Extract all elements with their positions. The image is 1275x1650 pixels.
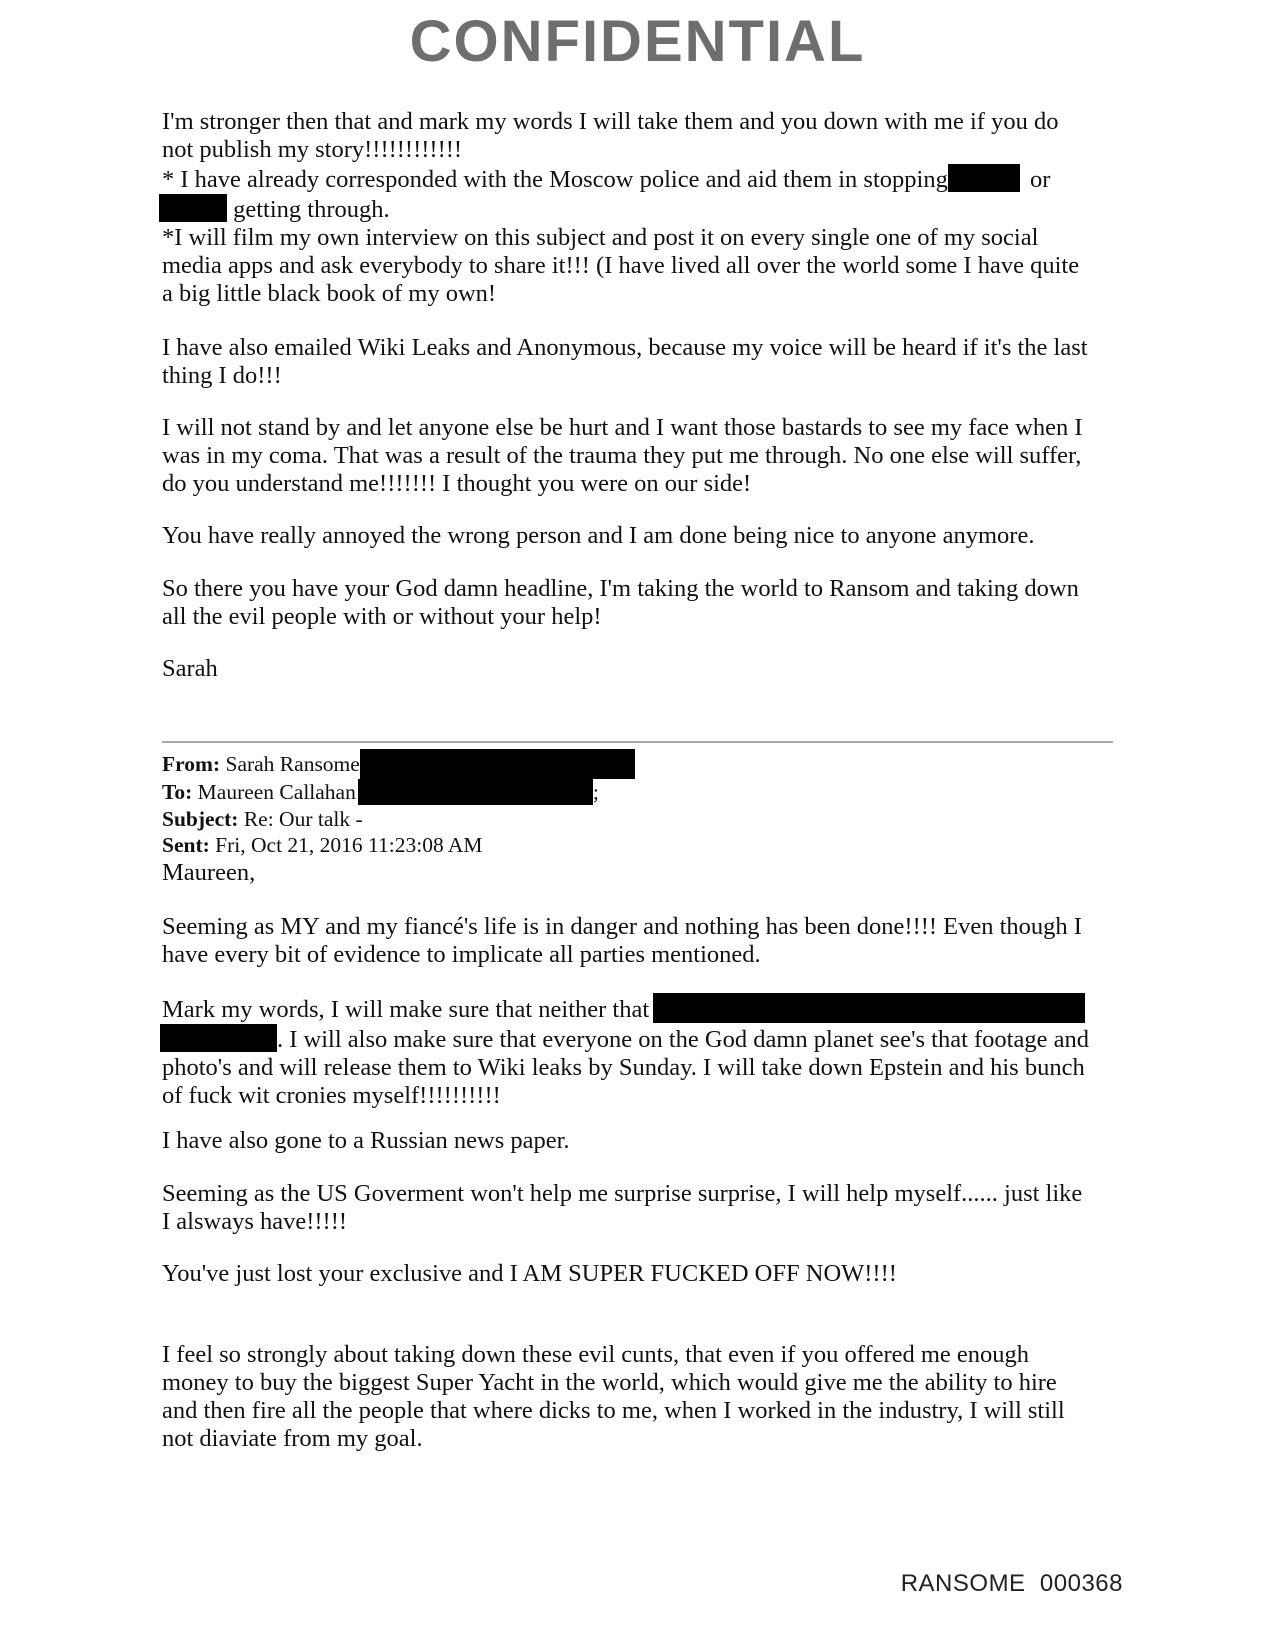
text-segment: Mark my words, I will make sure that neither that bbox=[162, 996, 650, 1023]
text-segment: . I will also make sure that everyone on the God damn planet see's that footage and bbox=[277, 1026, 1089, 1053]
message-1-paragraph-5 bbox=[162, 575, 1122, 631]
message-2-paragraph-2 bbox=[162, 993, 1122, 1110]
redaction-block bbox=[159, 194, 227, 222]
text-line: have every bit of evidence to implicate all parties mentioned. bbox=[162, 941, 761, 968]
text-line bbox=[162, 993, 1122, 1024]
text-line: was in my coma. That was a result of the trauma they put me through. No one else will suffer, bbox=[162, 442, 1082, 469]
message-2-paragraph-3 bbox=[162, 1127, 1122, 1155]
text-line: photo's and will release them to Wiki leaks by Sunday. I will take down Epstein and his bunch bbox=[162, 1054, 1085, 1081]
to-label: To: bbox=[162, 780, 193, 804]
divider bbox=[162, 741, 1113, 743]
redaction-block bbox=[358, 779, 593, 805]
text-segment: or bbox=[1029, 166, 1051, 193]
text-line: money to buy the biggest Super Yacht in the world, which would give me the ability to hire bbox=[162, 1369, 1057, 1396]
text-line bbox=[162, 194, 1122, 224]
message-1-paragraph-4 bbox=[162, 522, 1122, 550]
sent-label: Sent: bbox=[162, 833, 210, 857]
text-line: You've just lost your exclusive and I AM SUPER FUCKED OFF NOW!!!! bbox=[162, 1260, 897, 1287]
message-1-paragraph-2 bbox=[162, 334, 1122, 390]
bates-number: RANSOME 000368 bbox=[900, 1570, 1123, 1597]
sent-line bbox=[162, 832, 1122, 859]
redaction-block bbox=[360, 749, 635, 779]
text-line bbox=[162, 1024, 1122, 1054]
from-line bbox=[162, 749, 1122, 779]
text-line: thing I do!!! bbox=[162, 362, 282, 389]
message-2-paragraph-5 bbox=[162, 1260, 1122, 1288]
message-2-paragraph-1 bbox=[162, 913, 1122, 969]
text-line: of fuck wit cronies myself!!!!!!!!!! bbox=[162, 1082, 501, 1109]
email-header bbox=[162, 749, 1122, 859]
text-line: So there you have your God damn headline, I'm taking the world to Ransom and taking down bbox=[162, 575, 1079, 602]
message-1-paragraph-1 bbox=[162, 108, 1122, 308]
text-line: I have also gone to a Russian news paper. bbox=[162, 1127, 570, 1154]
text-line: do you understand me!!!!!!! I thought you were on our side! bbox=[162, 470, 752, 497]
text-line: Seeming as the US Goverment won't help me surprise surprise, I will help myself...... just like bbox=[162, 1180, 1083, 1207]
text-line: not publish my story!!!!!!!!!!!! bbox=[162, 136, 463, 163]
to-line bbox=[162, 779, 1122, 806]
text-line bbox=[162, 164, 1122, 194]
text-line: I alsways have!!!!! bbox=[162, 1208, 348, 1235]
signature-name: Sarah bbox=[162, 655, 218, 682]
text-line: You have really annoyed the wrong person and I am done being nice to anyone anymore. bbox=[162, 522, 1035, 549]
redaction-block bbox=[653, 993, 1085, 1023]
text-line: *I will film my own interview on this subject and post it on every single one of my social bbox=[162, 224, 1039, 251]
message-1-body bbox=[162, 108, 1122, 308]
text-line: I feel so strongly about taking down these evil cunts, that even if you offered me enough bbox=[162, 1341, 1030, 1368]
text-line: a big little black book of my own! bbox=[162, 280, 497, 307]
text-line: I have also emailed Wiki Leaks and Anonymous, because my voice will be heard if it's the last bbox=[162, 334, 1088, 361]
text-line: and then fire all the people that where dicks to me, when I worked in the industry, I will still bbox=[162, 1397, 1065, 1424]
message-2-paragraph-4 bbox=[162, 1180, 1122, 1236]
to-value: Maureen Callahan bbox=[197, 780, 356, 804]
text-segment: * I have already corresponded with the Moscow police and aid them in stopping bbox=[162, 166, 948, 193]
sent-value: Fri, Oct 21, 2016 11:23:08 AM bbox=[215, 833, 483, 857]
redaction-block bbox=[948, 164, 1020, 192]
redaction-block bbox=[160, 1024, 277, 1052]
message-1-paragraph-3 bbox=[162, 414, 1122, 498]
subject-line bbox=[162, 806, 1122, 833]
signature bbox=[162, 655, 1122, 683]
text-line: not diaviate from my goal. bbox=[162, 1425, 423, 1452]
text-line: all the evil people with or without your help! bbox=[162, 603, 602, 630]
text-line: Maureen, bbox=[162, 859, 256, 886]
to-suffix: ; bbox=[592, 780, 599, 804]
from-label: From: bbox=[162, 752, 221, 776]
from-value: Sarah Ransome bbox=[225, 752, 360, 776]
message-2-paragraph-6 bbox=[162, 1341, 1122, 1453]
message-2-greeting bbox=[162, 859, 1122, 887]
text-segment: getting through. bbox=[233, 196, 390, 223]
text-line: Seeming as MY and my fiancé's life is in danger and nothing has been done!!!! Even though I bbox=[162, 913, 1082, 940]
confidential-stamp: CONFIDENTIAL bbox=[409, 9, 866, 74]
text-line: I'm stronger then that and mark my words I will take them and you down with me if you do bbox=[162, 108, 1059, 135]
subject-value: Re: Our talk - bbox=[243, 806, 363, 831]
text-line: media apps and ask everybody to share it!!! (I have lived all over the world some I have quite bbox=[162, 252, 1080, 279]
text-line: I will not stand by and let anyone else be hurt and I want those bastards to see my face when I bbox=[162, 414, 1083, 441]
subject-label: Subject: bbox=[162, 806, 239, 831]
